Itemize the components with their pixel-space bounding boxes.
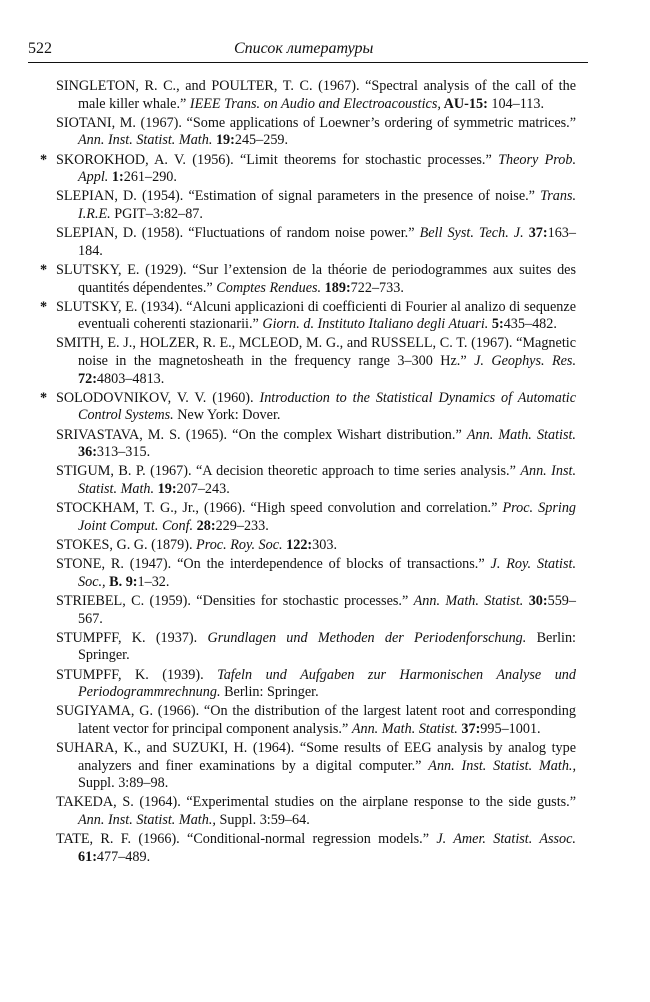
reference-pages: 1–32.: [137, 573, 170, 590]
reference-authors: STONE, R. (1947).: [56, 556, 172, 573]
reference-title: “Spectral analysis of the call of the male killer whale.”: [78, 78, 576, 112]
reference-volume: 5:: [488, 316, 504, 333]
running-title: Список литературы: [234, 40, 374, 57]
reference-pages: 245–259.: [234, 132, 289, 149]
reference-title: “Some results of EEG analysis by analog type analyzers and finer examinations by a digital computer.”: [78, 740, 577, 774]
reference-pages: 163–184.: [78, 225, 576, 259]
reference-entry: [56, 831, 576, 866]
reference-authors: STUMPFF, K. (1937).: [56, 629, 198, 646]
reference-volume: 189:: [321, 279, 351, 296]
reference-entry: [56, 703, 576, 738]
reference-source: Trans. I.R.E.: [78, 188, 577, 222]
reference-entry: [56, 335, 576, 388]
reference-title: “On the interdependence of blocks of transactions.”: [171, 556, 491, 573]
reference-authors: SIOTANI, M. (1967).: [56, 114, 182, 131]
reference-title: “Estimation of signal parameters in the presence of noise.”: [183, 188, 541, 205]
reference-star: *: [40, 389, 48, 406]
reference-volume: 122:: [282, 536, 313, 553]
reference-source: J. Roy. Statist. Soc.,: [78, 556, 577, 590]
reference-authors: STUMPFF, K. (1939).: [56, 666, 204, 683]
page-header: [28, 38, 588, 63]
reference-volume: 72:: [78, 370, 97, 387]
reference-source: Ann. Inst. Statist. Math.: [78, 132, 213, 149]
reference-source: Theory Prob. Appl.: [78, 151, 576, 186]
reference-authors: STOCKHAM, T. G., Jr., (1966).: [56, 500, 246, 517]
reference-pages: Berlin: Springer.: [78, 629, 576, 664]
reference-entry: [56, 225, 576, 260]
reference-title: “Densities for stochastic processes.”: [190, 592, 414, 609]
reference-entry: [56, 463, 576, 498]
reference-authors: STRIEBEL, C. (1959).: [56, 592, 191, 609]
reference-pages: 303.: [312, 536, 337, 553]
reference-title: “High speed convolution and correlation.”: [245, 500, 503, 517]
reference-source: Ann. Math. Statist.: [413, 592, 524, 609]
reference-pages: 207–243.: [176, 481, 230, 497]
reference-star: *: [40, 261, 48, 278]
reference-source: Tafeln und Aufgaben zur Harmonischen Analyse und Periodogrammrechnung.: [78, 666, 576, 701]
reference-authors: STIGUM, B. P. (1967).: [56, 463, 192, 480]
reference-volume: 30:: [523, 592, 548, 609]
reference-pages: 559–567.: [78, 592, 576, 627]
reference-entry: [56, 794, 576, 829]
reference-source: Proc. Roy. Soc.: [196, 536, 283, 553]
reference-entry: [40, 151, 576, 187]
reference-authors: SKOROKHOD, A. V. (1956).: [56, 151, 234, 168]
reference-pages: Suppl. 3:89–98.: [78, 775, 169, 792]
reference-source: IEEE Trans. on Audio and Electroacoustics,: [189, 95, 441, 112]
reference-pages: 722–733.: [350, 279, 404, 296]
reference-authors: SRIVASTAVA, M. S. (1965).: [56, 426, 228, 443]
reference-pages: 477–489.: [96, 848, 151, 865]
reference-title: “Alcuni applicazioni di coefficienti di Fourier al analizo di sequenze eventuali coherenti stazionarii.”: [78, 298, 576, 333]
reference-entry: [56, 78, 576, 113]
reference-pages: 261–290.: [123, 169, 177, 186]
reference-volume: AU-15:: [440, 95, 488, 112]
reference-entry: [56, 500, 576, 535]
reference-authors: SOLODOVNIKOV, V. V. (1960).: [56, 389, 254, 406]
reference-volume: 37:: [523, 225, 548, 242]
reference-entry: [56, 667, 576, 702]
reference-title: “On the distribution of the largest latent root and corresponding latent vector for principal component analysis.”: [78, 703, 576, 737]
reference-source: Ann. Inst. Statist. Math.,: [78, 812, 216, 829]
reference-source: Bell Syst. Tech. J.: [419, 225, 524, 242]
reference-authors: SUGIYAMA, G. (1966).: [56, 703, 200, 720]
reference-title: “Sur l’extension de la théorie de periodogrammes aux suites des quantités dépendentes.”: [78, 261, 576, 296]
reference-title: “Limit theorems for stochastic processes.”: [233, 151, 499, 168]
reference-volume: B. 9:: [105, 573, 138, 590]
reference-title: [204, 667, 217, 683]
reference-title: “A decision theoretic approach to time series analysis.”: [191, 463, 521, 480]
reference-source: Ann. Inst. Statist. Math.: [78, 463, 577, 497]
reference-authors: SMITH, E. J., HOLZER, R. E., MCLEOD, M. G., and RUSSELL, C. T. (1967).: [56, 335, 513, 352]
reference-authors: SLEPIAN, D. (1954).: [56, 188, 184, 205]
reference-pages: 995–1001.: [480, 720, 541, 737]
reference-entry: [40, 298, 576, 334]
reference-volume: 19:: [212, 132, 235, 149]
reference-entry: [56, 115, 576, 150]
reference-authors: SLUTSKY, E. (1934).: [56, 298, 183, 315]
reference-pages: Berlin: Springer.: [220, 684, 319, 701]
reference-volume: 61:: [78, 848, 97, 865]
reference-pages: 4803–4813.: [96, 370, 165, 387]
reference-authors: SINGLETON, R. C., and POULTER, T. C. (1967).: [56, 78, 360, 94]
reference-pages: 104–113.: [487, 95, 545, 112]
reference-source: J. Amer. Statist. Assoc.: [436, 831, 576, 848]
reference-entry: [56, 188, 576, 223]
reference-entry: [56, 556, 576, 591]
reference-source: Introduction to the Statistical Dynamics of Automatic Control Systems.: [78, 389, 577, 424]
reference-entry: [56, 427, 576, 462]
reference-source: Ann. Inst. Statist. Math.,: [428, 757, 577, 774]
reference-volume: 1:: [108, 169, 124, 186]
reference-source: Grundlagen und Methoden der Periodenforschung.: [207, 629, 527, 646]
reference-authors: STOKES, G. G. (1879).: [56, 536, 193, 553]
reference-title: “Conditional-normal regression models.”: [179, 831, 437, 848]
reference-title: “On the complex Wishart distribution.”: [227, 426, 467, 443]
reference-source: J. Geophys. Res.: [474, 353, 576, 370]
reference-pages: 313–315.: [96, 444, 151, 461]
reference-pages: PGIT–3:82–87.: [110, 205, 203, 222]
reference-title: [197, 630, 207, 646]
reference-pages: Suppl. 3:59–64.: [215, 812, 310, 829]
reference-pages: 229–233.: [215, 517, 269, 534]
reference-source: Comptes Rendues.: [216, 279, 322, 296]
reference-volume: 36:: [78, 444, 97, 461]
reference-volume: 37:: [457, 720, 481, 737]
reference-title: “Fluctuations of random noise power.”: [183, 225, 420, 242]
reference-source: Ann. Math. Statist.: [351, 720, 458, 737]
reference-title: “Experimental studies on the airplane response to the side gusts.”: [180, 794, 576, 811]
reference-source: Ann. Math. Statist.: [466, 426, 576, 443]
reference-title: “Some applications of Loewner’s ordering of symmetric matrices.”: [181, 114, 576, 131]
reference-pages: New York: Dover.: [173, 407, 281, 424]
reference-entry: [40, 261, 576, 297]
reference-volume: 19:: [154, 481, 177, 497]
reference-authors: SLEPIAN, D. (1958).: [56, 225, 184, 242]
reference-star: *: [40, 298, 48, 315]
reference-list: [40, 78, 577, 868]
reference-authors: TAKEDA, S. (1964).: [56, 794, 181, 811]
reference-authors: SUHARA, K., and SUZUKI, H. (1964).: [56, 740, 295, 757]
reference-star: *: [40, 151, 48, 168]
reference-entry: [56, 593, 576, 628]
reference-entry: [56, 630, 576, 665]
page-number: 522: [28, 40, 52, 57]
reference-volume: 28:: [193, 517, 216, 534]
reference-entry: [56, 537, 576, 555]
reference-source: Proc. Spring Joint Comput. Conf.: [78, 500, 577, 534]
reference-title: “Magnetic noise in the magnetosheath in the frequency range 3–300 Hz.”: [78, 335, 576, 370]
reference-authors: SLUTSKY, E. (1929).: [56, 261, 187, 278]
reference-source: Giorn. d. Instituto Italiano degli Atuari.: [262, 316, 489, 333]
reference-entry: [56, 740, 576, 793]
reference-entry: [40, 389, 577, 425]
reference-authors: TATE, R. F. (1966).: [56, 831, 180, 848]
reference-pages: 435–482.: [503, 316, 557, 333]
